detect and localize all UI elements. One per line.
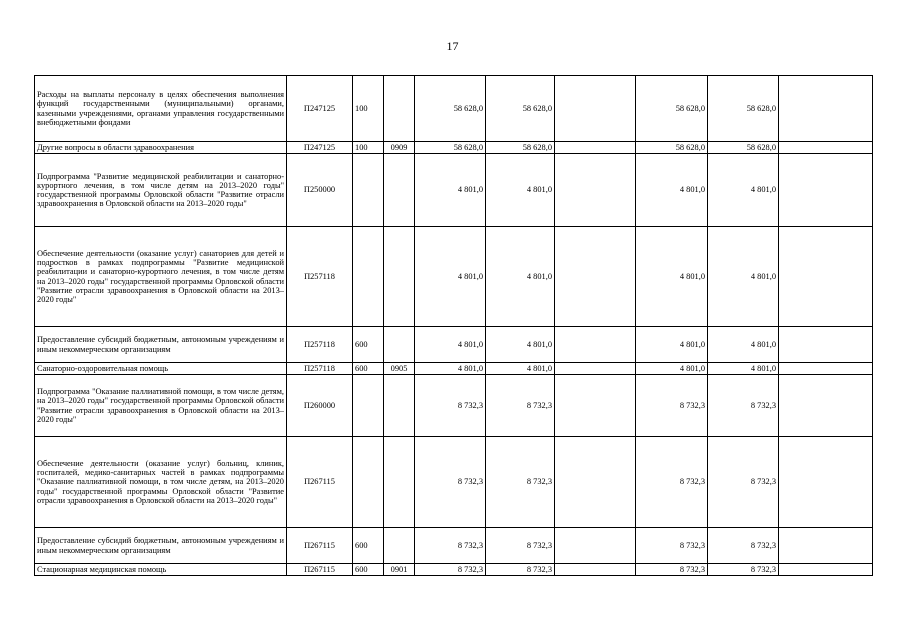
cell-amount-6 [779,327,873,363]
table-row [35,528,873,564]
cell-name: Предоставление субсидий бюджетным, автономным учреждениям и иным некоммерческим организациям [35,528,287,564]
cell-expense-type [353,437,384,528]
table-body [35,76,873,576]
cell-amount-2: 4 801,0 [486,327,555,363]
cell-target-code: П250000 [287,154,353,227]
cell-amount-3 [555,363,636,375]
cell-amount-3 [555,528,636,564]
table-row [35,154,873,227]
cell-target-code: П260000 [287,375,353,437]
cell-name: Обеспечение деятельности (оказание услуг) больниц, клиник, госпиталей, медико-санитарных частей в рамках подпрограммы "Оказание паллиативной помощи, в том числе детям, на 2013–2020 годы" государственной программы Орловской области "Развитие отрасли здравоохранения в Орловской области на 2013–2020 годы" [35,437,287,528]
cell-section [384,375,415,437]
cell-amount-1: 8 732,3 [415,375,486,437]
table-row [35,437,873,528]
cell-expense-type: 600 [353,564,384,576]
cell-amount-4: 8 732,3 [636,564,708,576]
page-number: 17 [446,39,459,53]
cell-amount-3 [555,564,636,576]
cell-expense-type: 100 [353,142,384,154]
cell-name: Расходы на выплаты персоналу в целях обеспечения выполнения функций государственными (муниципальными) органами, казенными учреждениями, органами управления государственными внебюджетными фондами [35,76,287,142]
cell-amount-4: 4 801,0 [636,154,708,227]
cell-target-code: П267115 [287,564,353,576]
cell-amount-1: 58 628,0 [415,76,486,142]
cell-amount-6 [779,227,873,327]
cell-amount-4: 58 628,0 [636,76,708,142]
cell-amount-6 [779,564,873,576]
cell-amount-5: 8 732,3 [708,528,779,564]
cell-expense-type [353,154,384,227]
cell-section [384,437,415,528]
cell-amount-4: 8 732,3 [636,437,708,528]
cell-amount-3 [555,227,636,327]
cell-amount-1: 4 801,0 [415,154,486,227]
cell-amount-6 [779,528,873,564]
cell-amount-5: 4 801,0 [708,227,779,327]
cell-amount-3 [555,76,636,142]
cell-amount-5: 4 801,0 [708,327,779,363]
cell-section [384,327,415,363]
cell-amount-2: 8 732,3 [486,437,555,528]
cell-amount-5: 4 801,0 [708,363,779,375]
cell-amount-1: 4 801,0 [415,227,486,327]
cell-amount-1: 8 732,3 [415,528,486,564]
cell-amount-6 [779,154,873,227]
cell-amount-5: 58 628,0 [708,76,779,142]
cell-amount-2: 58 628,0 [486,76,555,142]
cell-name: Стационарная медицинская помощь [35,564,287,576]
cell-amount-5: 58 628,0 [708,142,779,154]
cell-amount-4: 4 801,0 [636,363,708,375]
cell-amount-1: 4 801,0 [415,363,486,375]
cell-amount-6 [779,375,873,437]
cell-amount-6 [779,76,873,142]
cell-expense-type: 100 [353,76,384,142]
cell-amount-2: 8 732,3 [486,564,555,576]
cell-target-code: П267115 [287,437,353,528]
cell-amount-1: 8 732,3 [415,564,486,576]
cell-amount-2: 4 801,0 [486,227,555,327]
cell-amount-3 [555,327,636,363]
cell-section [384,154,415,227]
cell-name: Подпрограмма "Развитие медицинской реабилитации и санаторно-курортного лечения, в том числе детям на 2013–2020 годы" государственной программы Орловской области "Развитие отрасли здравоохранения в Орловской области на 2013–2020 годы" [35,154,287,227]
cell-amount-2: 8 732,3 [486,375,555,437]
table-row [35,227,873,327]
cell-amount-6 [779,142,873,154]
cell-amount-5: 8 732,3 [708,375,779,437]
table-row [35,564,873,576]
cell-amount-1: 4 801,0 [415,327,486,363]
cell-target-code: П257118 [287,227,353,327]
cell-expense-type [353,227,384,327]
cell-target-code: П267115 [287,528,353,564]
table-row [35,76,873,142]
cell-expense-type: 600 [353,327,384,363]
cell-amount-4: 8 732,3 [636,375,708,437]
cell-expense-type: 600 [353,363,384,375]
cell-name: Подпрограмма "Оказание паллиативной помощи, в том числе детям, на 2013–2020 годы" государственной программы Орловской области "Развитие отрасли здравоохранения в Орловской области на 2013–2020 годы" [35,375,287,437]
cell-amount-6 [779,363,873,375]
cell-amount-1: 58 628,0 [415,142,486,154]
cell-amount-3 [555,142,636,154]
cell-name: Санаторно-оздоровительная помощь [35,363,287,375]
cell-section [384,528,415,564]
cell-amount-2: 4 801,0 [486,154,555,227]
cell-section [384,76,415,142]
cell-amount-3 [555,437,636,528]
cell-name: Обеспечение деятельности (оказание услуг) санаториев для детей и подростков в рамках подпрограммы "Развитие медицинской реабилитации и санаторно-курортного лечения, в том числе детям на 2013–2020 годы" государственной программы Орловской области "Развитие отрасли здравоохранения в Орловской области на 2013–2020 годы" [35,227,287,327]
table-row [35,375,873,437]
cell-amount-4: 4 801,0 [636,227,708,327]
cell-amount-2: 8 732,3 [486,528,555,564]
cell-section: 0901 [384,564,415,576]
cell-amount-5: 4 801,0 [708,154,779,227]
cell-name: Предоставление субсидий бюджетным, автономным учреждениям и иным некоммерческим организациям [35,327,287,363]
table-row [35,142,873,154]
cell-amount-4: 4 801,0 [636,327,708,363]
cell-amount-4: 58 628,0 [636,142,708,154]
cell-section: 0909 [384,142,415,154]
cell-target-code: П257118 [287,363,353,375]
cell-amount-3 [555,154,636,227]
cell-amount-2: 4 801,0 [486,363,555,375]
cell-amount-4: 8 732,3 [636,528,708,564]
cell-name: Другие вопросы в области здравоохранения [35,142,287,154]
cell-section: 0905 [384,363,415,375]
cell-target-code: П247125 [287,76,353,142]
budget-table [34,75,873,576]
cell-amount-6 [779,437,873,528]
cell-amount-5: 8 732,3 [708,564,779,576]
cell-target-code: П247125 [287,142,353,154]
cell-target-code: П257118 [287,327,353,363]
table-row [35,363,873,375]
cell-amount-3 [555,375,636,437]
table-row [35,327,873,363]
cell-amount-1: 8 732,3 [415,437,486,528]
cell-section [384,227,415,327]
cell-amount-5: 8 732,3 [708,437,779,528]
cell-amount-2: 58 628,0 [486,142,555,154]
cell-expense-type: 600 [353,528,384,564]
cell-expense-type [353,375,384,437]
